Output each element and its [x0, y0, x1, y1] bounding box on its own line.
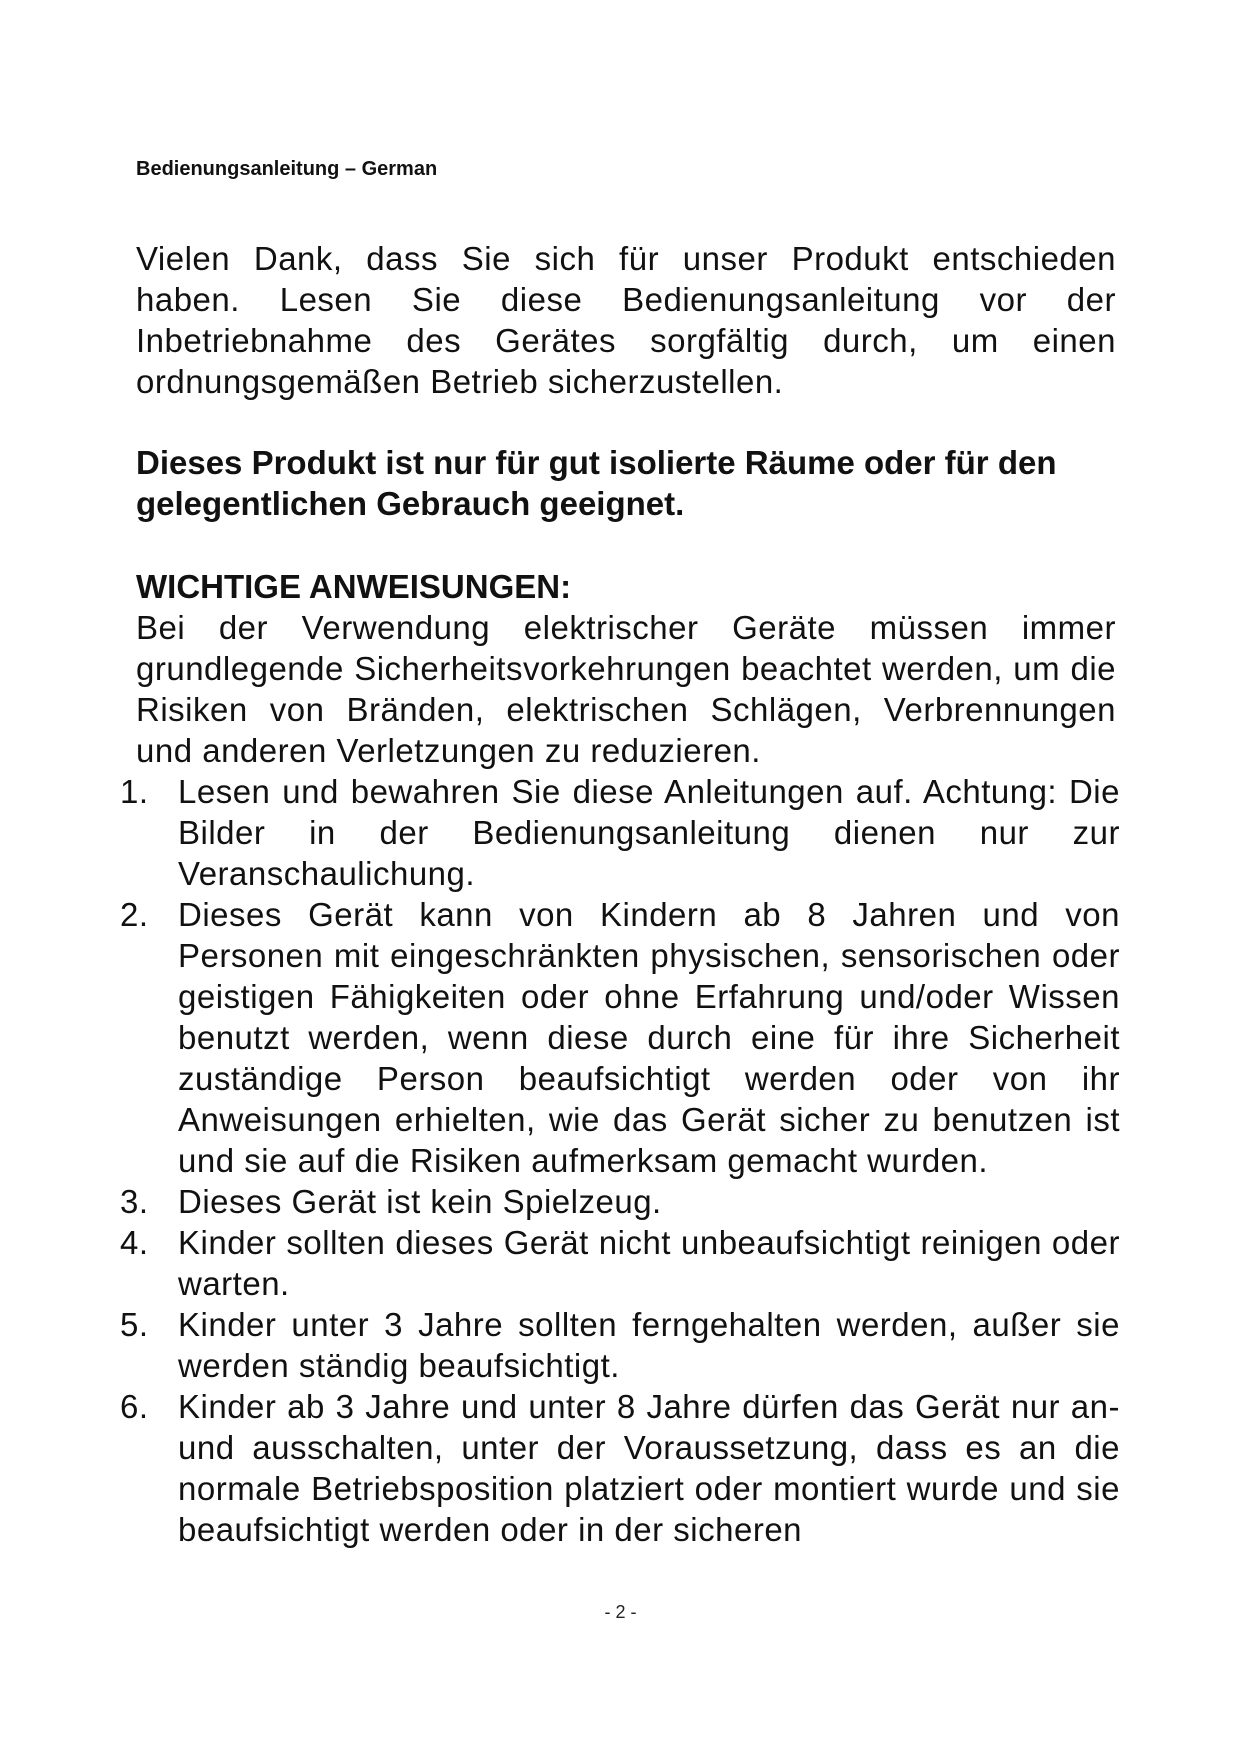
instruction-item — [120, 771, 1120, 894]
instruction-item — [120, 1304, 1120, 1386]
instruction-item — [120, 1222, 1120, 1304]
instruction-number: 3. — [120, 1183, 149, 1220]
document-header: Bedienungsanleitung – German — [136, 158, 438, 180]
intro-paragraph: Vielen Dank, dass Sie sich für unser Produkt entschieden haben. Lesen Sie diese Bedienungsanleitung vor der Inbetriebnahme des Gerätes sorgfältig durch, um einen ordnungsgemäßen Betrieb sicherzustellen. — [136, 240, 1116, 400]
instruction-text: Dieses Gerät ist kein Spielzeug. — [178, 1183, 662, 1220]
instruction-number: 1. — [120, 773, 149, 810]
instruction-number: 4. — [120, 1224, 149, 1261]
document-body — [120, 238, 1120, 1550]
instruction-item — [120, 894, 1120, 1181]
instruction-number: 2. — [120, 896, 149, 933]
instruction-number: 6. — [120, 1388, 149, 1425]
instruction-list — [120, 771, 1120, 1550]
section-title: WICHTIGE ANWEISUNGEN: — [136, 568, 572, 605]
instruction-text: Lesen und bewahren Sie diese Anleitungen auf. Achtung: Die Bilder in der Bedienungsanleitung dienen nur zur Veranschaulichung. — [178, 773, 1120, 892]
instruction-number: 5. — [120, 1306, 149, 1343]
page-number: - 2 - — [604, 1602, 637, 1622]
instruction-text: Dieses Gerät kann von Kindern ab 8 Jahren und von Personen mit eingeschränkten physischen, sensorischen oder geistigen Fähigkeiten oder ohne Erfahrung und/oder Wissen benutzt werden, wenn diese durch eine für ihre Sicherheit zuständige Person beaufsichtigt werden oder von ihr Anweisungen erhielten, wie das Gerät sicher zu benutzen ist und sie auf die Risiken aufmerksam gemacht wurden. — [178, 896, 1120, 1179]
instruction-text: Kinder unter 3 Jahre sollten ferngehalten werden, außer sie werden ständig beaufsichtigt. — [178, 1306, 1120, 1384]
warning-notice: Dieses Produkt ist nur für gut isolierte Räume oder für den gelegentlichen Gebrauch geeignet. — [136, 444, 1057, 522]
instruction-text: Kinder sollten dieses Gerät nicht unbeaufsichtigt reinigen oder warten. — [178, 1224, 1120, 1302]
instruction-item — [120, 1181, 1120, 1222]
section-paragraph: Bei der Verwendung elektrischer Geräte müssen immer grundlegende Sicherheitsvorkehrungen beachtet werden, um die Risiken von Bränden, elektrischen Schlägen, Verbrennungen und anderen Verletzungen zu reduzieren. — [136, 609, 1116, 769]
instruction-item — [120, 1386, 1120, 1550]
instruction-text: Kinder ab 3 Jahre und unter 8 Jahre dürfen das Gerät nur an- und ausschalten, unter der Voraussetzung, dass es an die normale Betriebsposition platziert oder montiert wurde und sie beaufsichtigt werden oder in der sicheren — [178, 1388, 1120, 1548]
